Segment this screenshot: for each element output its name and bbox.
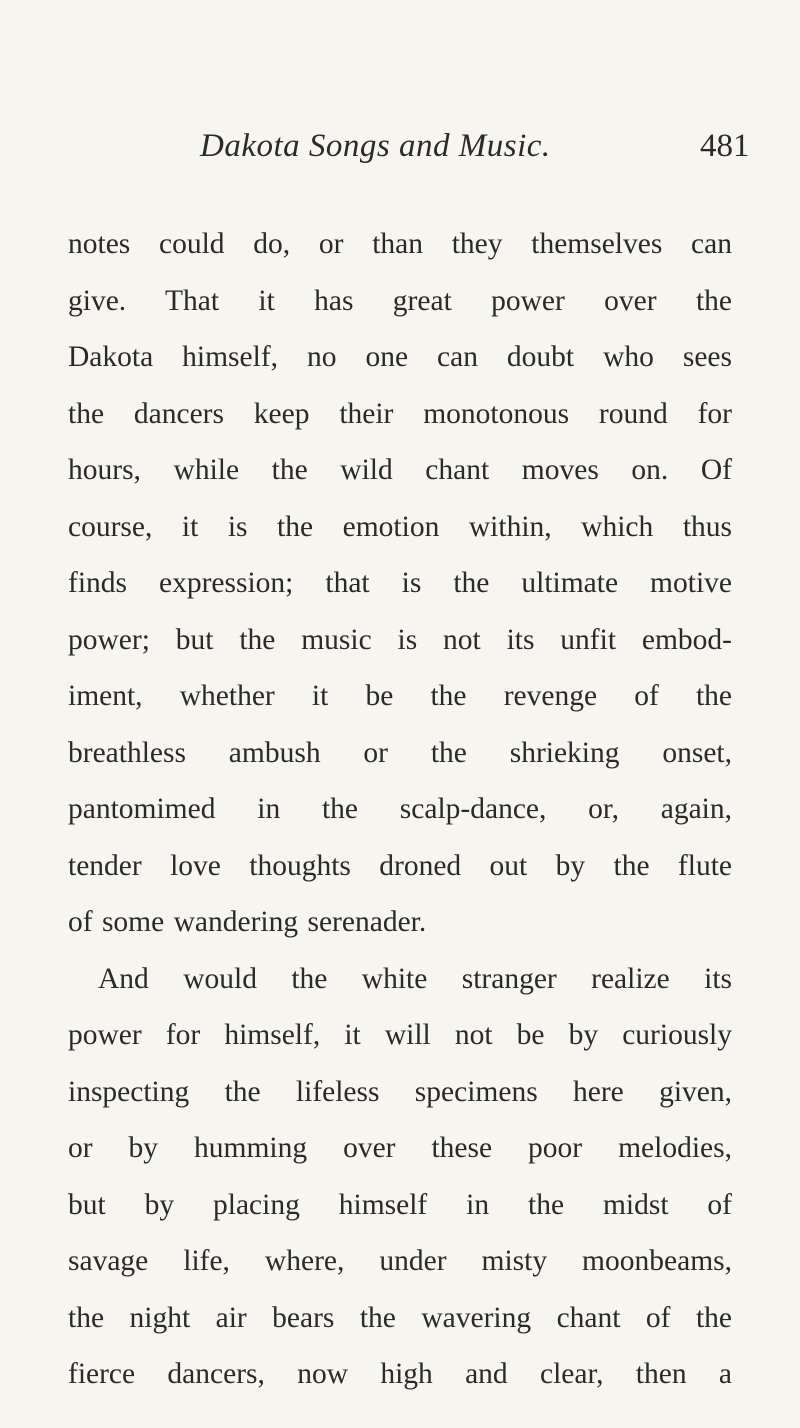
text-line: pantomimed in the scalp-dance, or, again, — [68, 793, 732, 825]
text-line: or by humming over these poor melodies, — [68, 1132, 732, 1164]
page-number: 481 — [700, 128, 750, 164]
text-line: Dakota himself, no one can doubt who sees — [68, 341, 732, 373]
page-header — [0, 128, 800, 178]
text-line: but by placing himself in the midst of — [68, 1188, 732, 1221]
paragraph-end-line: of some wandering serenader. — [68, 906, 427, 938]
text-line: fierce dancers, now high and clear, then a — [68, 1358, 732, 1390]
text-line: iment, whether it be the revenge of the — [68, 680, 732, 712]
text-line: the night air bears the wavering chant of the — [68, 1301, 732, 1334]
text-line: power for himself, it will not be by curiously — [68, 1019, 732, 1051]
text-line: tender love thoughts droned out by the flute — [68, 849, 732, 882]
text-line: power; but the music is not its unfit embod- — [68, 623, 732, 656]
text-line: inspecting the lifeless specimens here given, — [68, 1075, 732, 1108]
text-line: give. That it has great power over the — [68, 284, 732, 317]
running-title: Dakota Songs and Music. — [200, 128, 551, 164]
text-line: finds expression; that is the ultimate motive — [68, 567, 732, 599]
text-line: notes could do, or than they themselves can — [68, 228, 732, 260]
text-line: hours, while the wild chant moves on. Of — [68, 454, 732, 486]
text-line: course, it is the emotion within, which thus — [68, 510, 732, 543]
text-line: savage life, where, under misty moonbeams, — [68, 1245, 732, 1277]
text-line: breathless ambush or the shrieking onset, — [68, 736, 732, 769]
body-text — [68, 216, 732, 1403]
paragraph-start-line: And would the white stranger realize its — [98, 962, 732, 995]
text-line: the dancers keep their monotonous round for — [68, 397, 732, 430]
